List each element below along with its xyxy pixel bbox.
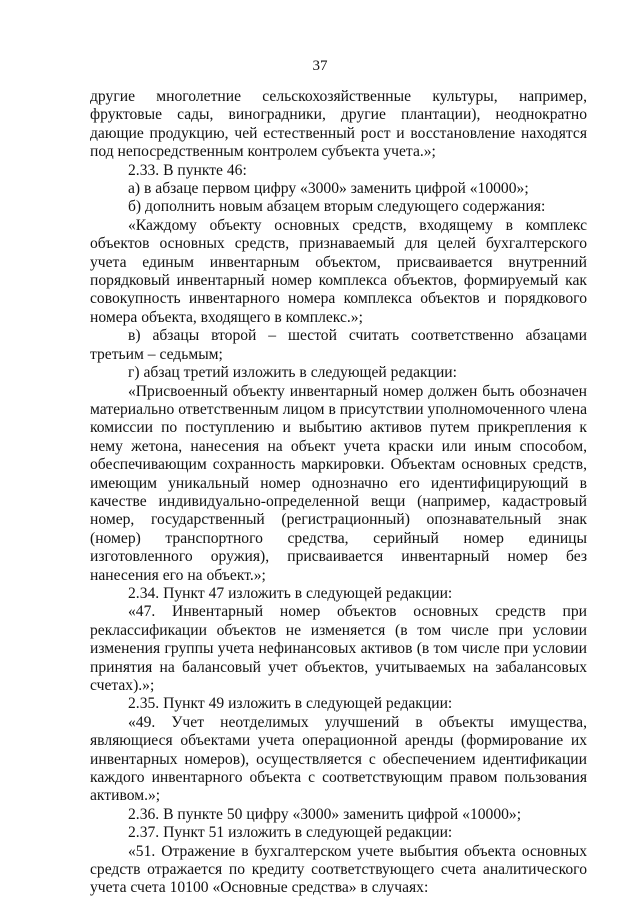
paragraph-item-2-34: 2.34. Пункт 47 изложить в следующей редакции: [128,584,453,602]
paragraph-subitem-b: б) дополнить новым абзацем вторым следующего содержания: [128,198,546,216]
paragraph-quote-inventory-complex: «Каждому объекту основных средств, входящему в комплекс объектов основных средств, признаваемый для целей бухгалтерского учета единым инвентарным объектом, присваивается внутренний порядковый инвентарный номер комплекса объектов, формируемый как совокупность инвентарного номера комплекса объектов и порядкового номера объекта, входящего в комплекс.»; [90,216,587,326]
paragraph-subitem-v: в) абзацы второй – шестой считать соответственно абзацами третьим – седьмым; [90,327,587,363]
document-body [90,88,587,898]
paragraph-continuation: другие многолетние сельскохозяйственные культуры, например, фруктовые сады, виноградники, другие плантации), неоднократно дающие продукцию, чей естественный рост и восстановление находятся под непосредственным контролем субъекта учета.»; [90,88,587,161]
paragraph-quote-49: «49. Учет неотделимых улучшений в объекты имущества, являющиеся объектами учета операционной аренды (формирование их инвентарных номеров), осуществляется с обеспечением идентификации каждого инвентарного объекта с соответствующим правом пользования активом.»; [90,713,587,805]
paragraph-quote-47: «47. Инвентарный номер объектов основных средств при реклассификации объектов не изменяется (в том числе при условии изменения группы учета нефинансовых активов (в том числе при условии принятия на балансовый учет объектов, учитываемых на забалансовых счетах).»; [90,603,587,694]
paragraph-quote-51: «51. Отражение в бухгалтерском учете выбытия объекта основных средств отражается по кредиту соответствующего счета аналитического учета счета 10100 «Основные средства» в случаях: [90,842,587,897]
paragraph-item-2-37: 2.37. Пункт 51 изложить в следующей редакции: [128,824,453,842]
paragraph-subitem-g: г) абзац третий изложить в следующей редакции: [128,364,457,382]
paragraph-item-2-33: 2.33. В пункте 46: [128,161,247,179]
page-number: 37 [312,58,328,74]
paragraph-subitem-a: а) в абзаце первом цифру «3000» заменить цифрой «10000»; [128,180,529,198]
paragraph-item-2-35: 2.35. Пункт 49 изложить в следующей редакции: [128,695,453,713]
paragraph-quote-inventory-number: «Присвоенный объекту инвентарный номер должен быть обозначен материально ответственным лицом в присутствии уполномоченного члена комиссии по поступлению и выбытию активов путем прикрепления к нему жетона, нанесения на объект учета краски или иным способом, обеспечивающим сохранность маркировки. Объектам основных средств, имеющим уникальный номер однозначно его идентифицирующий в качестве индивидуально-определенной вещи (например, кадастровый номер, государственный (регистрационный) опознавательный знак (номер) транспортного средства, серийный номер единицы изготовленного оружия), присваивается инвентарный номер без нанесения его на объект.»; [90,382,587,584]
paragraph-item-2-36: 2.36. В пункте 50 цифру «3000» заменить цифрой «10000»; [128,805,522,823]
